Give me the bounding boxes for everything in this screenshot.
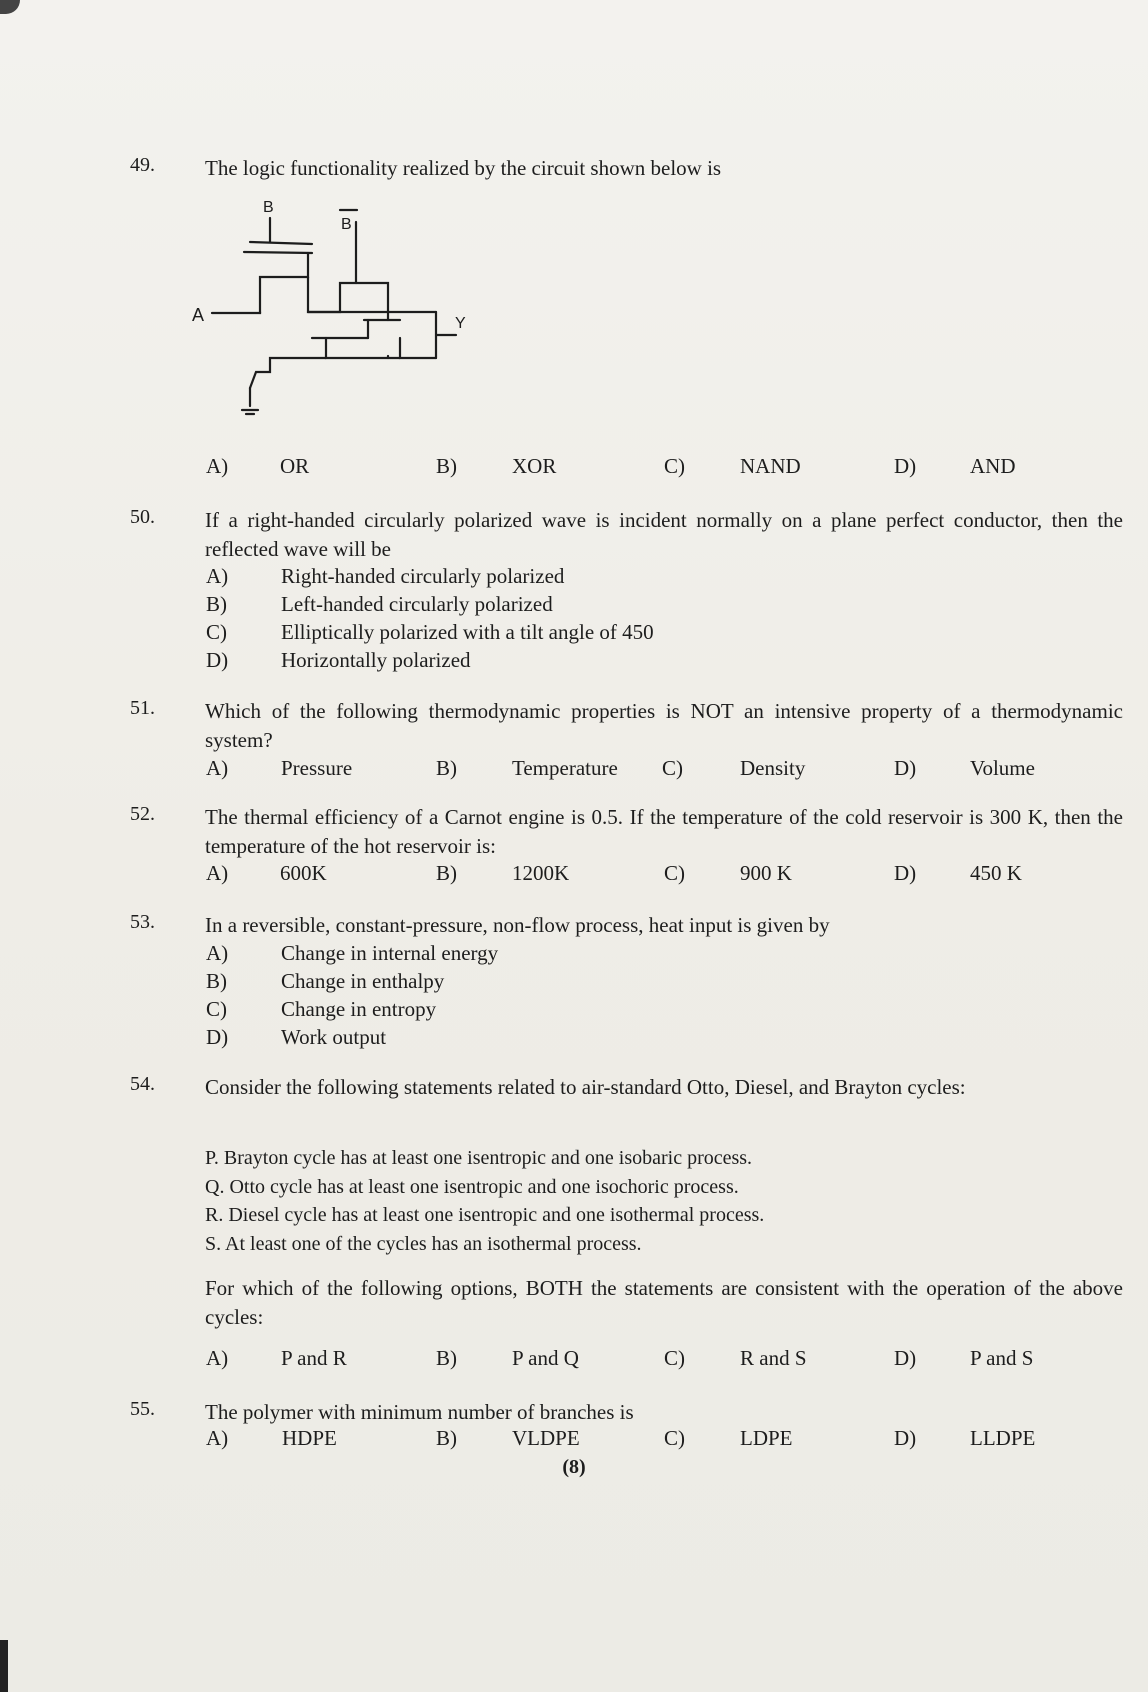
option-letter: C) [664,1346,685,1370]
option-letter: A) [206,1346,229,1370]
option-text: P and Q [512,1346,579,1370]
options-row [0,756,1148,784]
option-text: VLDPE [512,1426,580,1450]
options-row [0,1346,1148,1374]
option-text: Left-handed circularly polarized [281,592,553,616]
option-text: NAND [740,454,801,478]
option-text: XOR [512,454,557,478]
statement-q: Q. Otto cycle has at least one isentropic and one isochoric process. [205,1176,739,1198]
option-letter: A) [206,454,229,478]
option-text: 600K [280,861,327,885]
scan-edge-shadow [0,0,20,14]
option-text: HDPE [282,1426,337,1450]
question-number: 52. [130,803,155,825]
option-text: Change in enthalpy [281,969,445,993]
option-text: P and R [281,1346,347,1370]
options-row [0,454,1148,482]
option-text: LDPE [740,1426,793,1450]
circuit-label-b-bar: B [341,216,352,233]
question-text: Which of the following thermodynamic properties is NOT an intensive property of a thermodynamic system? [205,699,1123,752]
option-text: Work output [281,1025,387,1049]
option-letter: B) [436,454,457,478]
option-letter: C) [662,756,683,780]
option-text: Density [740,756,806,780]
option-letter: A) [206,861,229,885]
option-text: Horizontally polarized [281,648,471,672]
option-text: Change in internal energy [281,941,499,965]
option-letter: D) [894,861,917,885]
question-text: The logic functionality realized by the circuit shown below is [205,156,722,180]
option-text: LLDPE [970,1426,1036,1450]
option-text: 900 K [740,861,792,885]
option-letter: C) [664,1426,685,1450]
option-letter: A) [206,756,229,780]
statement-s: S. At least one of the cycles has an isothermal process. [205,1233,642,1255]
option-letter: B) [436,756,457,780]
option-letter: D) [894,454,917,478]
option-letter: A) [206,564,229,588]
page-number: (8) [562,1456,586,1478]
option-text: 1200K [512,861,570,885]
option-text: P and S [970,1346,1034,1370]
question-number: 54. [130,1073,155,1095]
circuit-wires [212,210,456,414]
option-text: Temperature [512,756,618,780]
option-text: 450 K [970,861,1022,885]
option-text: R and S [740,1346,807,1370]
question-number: 51. [130,697,155,719]
option-text: Change in entropy [281,997,437,1021]
option-letter: B) [436,1426,457,1450]
scan-edge-shadow [0,1640,8,1692]
question-number: 55. [130,1398,155,1420]
option-letter: A) [206,1426,229,1450]
question-text: If a right-handed circularly polarized wave is incident normally on a plane perfect conductor, then the reflected wave will be [205,508,1123,561]
option-letter: C) [206,997,227,1021]
option-letter: D) [894,756,917,780]
question-text: In a reversible, constant-pressure, non-flow process, heat input is given by [205,913,830,937]
option-text: AND [970,454,1016,478]
option-text: Pressure [281,756,353,780]
question-text: Consider the following statements related to air-standard Otto, Diesel, and Brayton cycles: [205,1075,966,1099]
question-text: The thermal efficiency of a Carnot engine is 0.5. If the temperature of the cold reservoir is 300 K, then the temperature of the hot reservoir is: [205,805,1123,858]
option-letter: B) [436,861,457,885]
option-letter: C) [664,454,685,478]
question-text: For which of the following options, BOTH the statements are consistent with the operation of the above cycles: [205,1276,1123,1329]
question-number: 53. [130,911,155,933]
cmos-circuit-diagram [192,199,480,440]
options-row [0,1426,1148,1454]
option-letter: A) [206,941,229,965]
question-number: 49. [130,154,155,176]
option-letter: C) [206,620,227,644]
option-text: Volume [970,756,1035,780]
circuit-label-b: B [263,199,274,216]
option-text: Right-handed circularly polarized [281,564,565,588]
option-letter: D) [206,1025,229,1049]
option-letter: C) [664,861,685,885]
options-row [0,861,1148,889]
statement-p: P. Brayton cycle has at least one isentropic and one isobaric process. [205,1147,753,1169]
option-letter: B) [436,1346,457,1370]
question-number: 50. [130,506,155,528]
question-text: The polymer with minimum number of branches is [205,1400,634,1424]
option-text: Elliptically polarized with a tilt angle of 450 [281,620,654,644]
circuit-label-a: A [192,305,205,325]
option-letter: B) [206,592,227,616]
statement-r: R. Diesel cycle has at least one isentropic and one isothermal process. [205,1204,765,1226]
circuit-label-y: Y [455,315,466,332]
option-letter: D) [894,1346,917,1370]
option-letter: B) [206,969,227,993]
option-letter: D) [206,648,229,672]
option-text: OR [280,454,310,478]
option-letter: D) [894,1426,917,1450]
